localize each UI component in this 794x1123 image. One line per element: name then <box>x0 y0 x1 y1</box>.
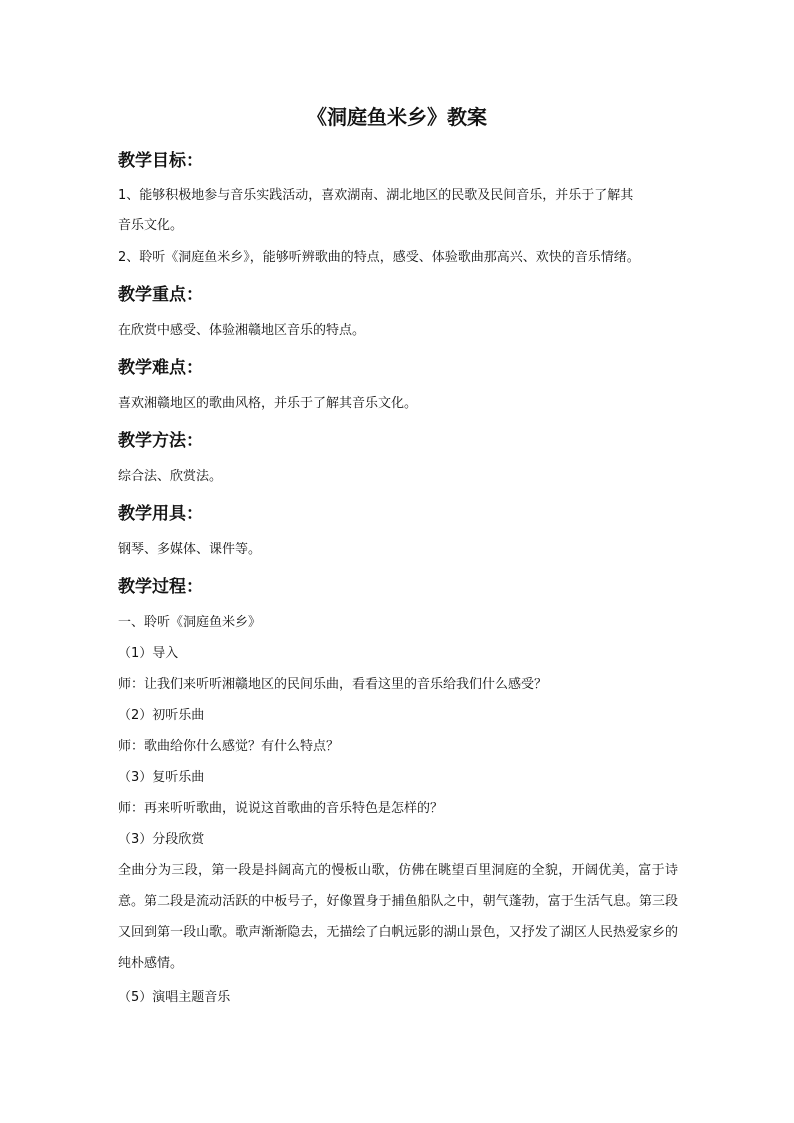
process-last-line: （5）演唱主题音乐 <box>118 990 231 1005</box>
heading-tools: 教学用具： <box>118 504 203 524</box>
heading-process: 教学过程： <box>118 577 203 597</box>
methods-text: 综合法、欣赏法。 <box>118 469 223 484</box>
process-line: 师：让我们来听听湘赣地区的民间乐曲，看看这里的音乐给我们什么感受？ <box>118 677 548 692</box>
objective-line-1: 1、能够积极地参与音乐实践活动，喜欢湖南、湖北地区的民歌及民间音乐，并乐于了解其 <box>118 188 634 203</box>
process-line: 师：再来听听歌曲，说说这首歌曲的音乐特色是怎样的？ <box>118 801 444 816</box>
process-line: （1）导入 <box>118 646 179 661</box>
heading-key-points: 教学重点： <box>118 285 203 305</box>
heading-difficulties: 教学难点： <box>118 358 203 378</box>
process-line: （2）初听乐曲 <box>118 708 205 723</box>
key-points-text: 在欣赏中感受、体验湘赣地区音乐的特点。 <box>118 323 366 338</box>
process-paragraph: 全曲分为三段，第一段是抖阔高亢的慢板山歌，仿佛在眺望百里洞庭的全貌，开阔优美，富于诗意。第二段是流动活跃的中板号子，好像置身于捕鱼船队之中，朝气蓬勃，富于生活气息。第三段又回到第一段山歌。歌声渐渐隐去，无描绘了白帆远影的湖山景色，又抒发了湖区人民热爱家乡的纯朴感情。 <box>118 863 678 971</box>
tools-text: 钢琴、多媒体、课件等。 <box>118 542 262 557</box>
objective-line-2: 音乐文化。 <box>118 218 184 233</box>
heading-objectives: 教学目标： <box>118 151 203 171</box>
process-line: 师：歌曲给你什么感觉？有什么特点？ <box>118 739 340 754</box>
process-line: 一、聆听《洞庭鱼米乡》 <box>118 615 262 630</box>
objective-line-3: 2、聆听《洞庭鱼米乡》，能够听辨歌曲的特点，感受、体验歌曲那高兴、欢快的音乐情绪。 <box>118 250 640 265</box>
heading-methods: 教学方法： <box>118 431 203 451</box>
document-title: 《洞庭鱼米乡》教案 <box>307 105 487 129</box>
process-line: （3）复听乐曲 <box>118 770 205 785</box>
difficulties-text: 喜欢湘赣地区的歌曲风格，并乐于了解其音乐文化。 <box>118 396 418 411</box>
process-line: （3）分段欣赏 <box>118 832 205 847</box>
